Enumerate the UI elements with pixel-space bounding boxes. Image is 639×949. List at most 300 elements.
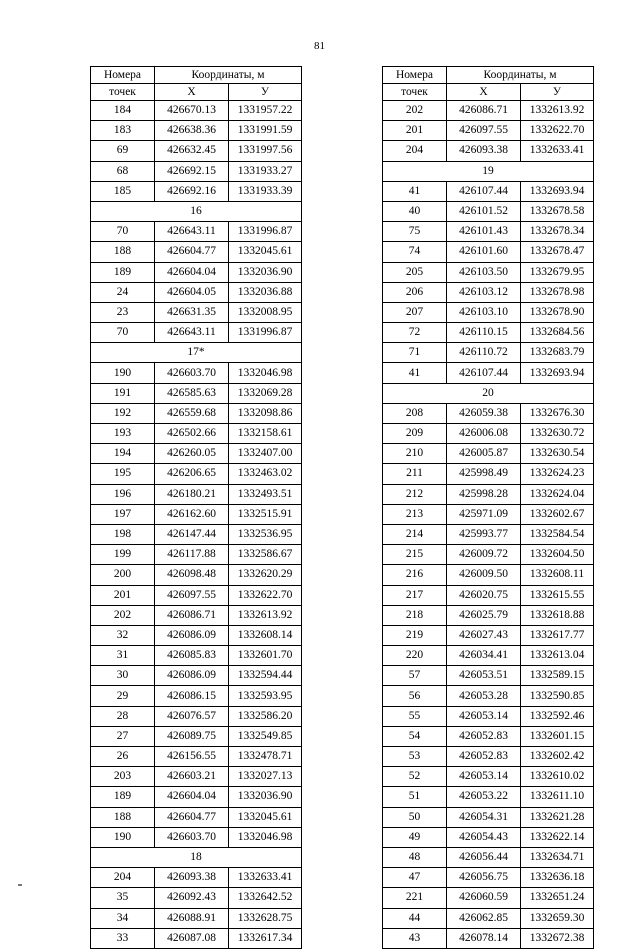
x-coordinate-cell: 426053.22: [447, 787, 521, 807]
table-row: [91, 302, 302, 322]
y-coordinate-cell: 1332586.67: [229, 545, 302, 565]
table-row: [91, 767, 302, 787]
point-number-cell: 72: [383, 323, 447, 343]
x-coordinate-cell: 426604.04: [155, 787, 229, 807]
y-coordinate-cell: 1331933.39: [229, 181, 302, 201]
y-coordinate-cell: 1332678.47: [521, 242, 594, 262]
table-row: [91, 585, 302, 605]
point-number-cell: 31: [91, 646, 155, 666]
y-coordinate-cell: 1332589.15: [521, 666, 594, 686]
x-coordinate-cell: 426156.55: [155, 747, 229, 767]
x-coordinate-cell: 426086.71: [155, 605, 229, 625]
point-number-cell: 33: [91, 928, 155, 948]
y-coordinate-cell: 1332602.67: [521, 504, 594, 524]
point-number-cell: 30: [91, 666, 155, 686]
x-coordinate-cell: 426101.52: [447, 201, 521, 221]
y-coordinate-cell: 1332098.86: [229, 403, 302, 423]
point-number-cell: 35: [91, 888, 155, 908]
point-number-cell: 193: [91, 424, 155, 444]
x-coordinate-cell: 426009.72: [447, 545, 521, 565]
table-row: [383, 868, 594, 888]
table-row: [383, 101, 594, 121]
y-coordinate-cell: 1331996.87: [229, 222, 302, 242]
x-coordinate-cell: 426632.45: [155, 141, 229, 161]
table-row: [383, 242, 594, 262]
x-coordinate-cell: 426101.60: [447, 242, 521, 262]
table-row: [383, 585, 594, 605]
y-coordinate-cell: 1332594.44: [229, 666, 302, 686]
table-row: [91, 686, 302, 706]
y-coordinate-cell: 1332536.95: [229, 524, 302, 544]
point-number-cell: 203: [91, 767, 155, 787]
table-row: [383, 686, 594, 706]
y-coordinate-cell: 1332613.92: [521, 101, 594, 121]
point-number-cell: 43: [383, 928, 447, 948]
x-coordinate-cell: 426162.60: [155, 504, 229, 524]
section-label: 19: [383, 161, 594, 181]
point-number-cell: 195: [91, 464, 155, 484]
y-coordinate-cell: 1331991.59: [229, 121, 302, 141]
y-coordinate-cell: 1332678.34: [521, 222, 594, 242]
table-row: [91, 807, 302, 827]
x-coordinate-cell: 426604.05: [155, 282, 229, 302]
point-number-cell: 188: [91, 807, 155, 827]
y-coordinate-cell: 1332407.00: [229, 444, 302, 464]
point-number-cell: 219: [383, 625, 447, 645]
y-coordinate-cell: 1332608.14: [229, 625, 302, 645]
table-row: [383, 646, 594, 666]
header-row: [91, 67, 302, 84]
point-number-cell: 32: [91, 625, 155, 645]
x-coordinate-cell: 426062.85: [447, 908, 521, 928]
point-number-cell: 57: [383, 666, 447, 686]
point-number-cell: 69: [91, 141, 155, 161]
y-coordinate-cell: 1332515.91: [229, 504, 302, 524]
point-number-cell: 197: [91, 504, 155, 524]
y-coordinate-cell: 1332593.95: [229, 686, 302, 706]
y-coordinate-cell: 1332046.98: [229, 363, 302, 383]
x-coordinate-cell: 426076.57: [155, 706, 229, 726]
y-coordinate-cell: 1332613.04: [521, 646, 594, 666]
point-number-cell: 185: [91, 181, 155, 201]
y-coordinate-cell: 1332659.30: [521, 908, 594, 928]
x-coordinate-cell: 426060.59: [447, 888, 521, 908]
point-number-cell: 47: [383, 868, 447, 888]
point-number-cell: 53: [383, 747, 447, 767]
point-number-cell: 217: [383, 585, 447, 605]
x-coordinate-cell: 426089.75: [155, 726, 229, 746]
x-coordinate-cell: 426107.44: [447, 181, 521, 201]
x-coordinate-cell: 426559.68: [155, 403, 229, 423]
x-coordinate-cell: 426052.83: [447, 726, 521, 746]
y-header: У: [521, 84, 594, 101]
point-number-cell: 70: [91, 323, 155, 343]
subheader-row: [91, 84, 302, 101]
y-coordinate-cell: 1332045.61: [229, 242, 302, 262]
x-coordinate-cell: 426103.12: [447, 282, 521, 302]
table-row: [383, 787, 594, 807]
y-coordinate-cell: 1332621.28: [521, 807, 594, 827]
y-coordinate-cell: 1332642.52: [229, 888, 302, 908]
x-coordinate-cell: 426260.05: [155, 444, 229, 464]
point-number-cell: 201: [91, 585, 155, 605]
table-row: [91, 524, 302, 544]
point-number-cell: 189: [91, 787, 155, 807]
point-number-cell: 50: [383, 807, 447, 827]
point-number-cell: 199: [91, 545, 155, 565]
point-number-cell: 200: [91, 565, 155, 585]
point-number-cell: 210: [383, 444, 447, 464]
table-row: [383, 403, 594, 423]
table-row: [91, 868, 302, 888]
table-row: [91, 666, 302, 686]
x-coordinate-cell: 426053.28: [447, 686, 521, 706]
table-row: [91, 282, 302, 302]
y-coordinate-cell: 1332622.70: [229, 585, 302, 605]
x-coordinate-cell: 426053.51: [447, 666, 521, 686]
table-row: [383, 706, 594, 726]
point-number-cell: 215: [383, 545, 447, 565]
x-coordinate-cell: 426085.83: [155, 646, 229, 666]
point-number-cell: 194: [91, 444, 155, 464]
point-number-cell: 26: [91, 747, 155, 767]
table-row: [383, 464, 594, 484]
x-coordinate-cell: 426603.70: [155, 827, 229, 847]
table-row: [91, 222, 302, 242]
x-coordinate-cell: 426078.14: [447, 928, 521, 948]
table-row: [383, 424, 594, 444]
table-row: [91, 827, 302, 847]
x-coordinate-cell: 426670.13: [155, 101, 229, 121]
x-coordinate-cell: 426054.31: [447, 807, 521, 827]
point-number-cell: 40: [383, 201, 447, 221]
table-row: [383, 847, 594, 867]
points-header-line2: точек: [383, 84, 447, 101]
table-row: [91, 121, 302, 141]
x-coordinate-cell: 426087.08: [155, 928, 229, 948]
y-coordinate-cell: 1332045.61: [229, 807, 302, 827]
x-coordinate-cell: 426604.77: [155, 807, 229, 827]
page-number: 81: [314, 40, 325, 52]
x-coordinate-cell: 426088.91: [155, 908, 229, 928]
point-number-cell: 49: [383, 827, 447, 847]
table-row: [91, 242, 302, 262]
x-coordinate-cell: 426117.88: [155, 545, 229, 565]
y-coordinate-cell: 1332463.02: [229, 464, 302, 484]
y-coordinate-cell: 1332622.70: [521, 121, 594, 141]
point-number-cell: 190: [91, 363, 155, 383]
x-coordinate-cell: 426093.38: [155, 868, 229, 888]
y-coordinate-cell: 1332651.24: [521, 888, 594, 908]
table-row: [383, 504, 594, 524]
x-coordinate-cell: 426103.50: [447, 262, 521, 282]
point-number-cell: 34: [91, 908, 155, 928]
section-row: [383, 161, 594, 181]
x-coordinate-cell: 426086.71: [447, 101, 521, 121]
y-coordinate-cell: 1332684.56: [521, 323, 594, 343]
x-coordinate-cell: 426110.15: [447, 323, 521, 343]
points-header-line1: Номера: [91, 67, 155, 84]
x-coordinate-cell: 426009.50: [447, 565, 521, 585]
y-coordinate-cell: 1332624.23: [521, 464, 594, 484]
coordinates-header: Координаты, м: [155, 67, 302, 84]
y-coordinate-cell: 1332604.50: [521, 545, 594, 565]
point-number-cell: 51: [383, 787, 447, 807]
section-row: [91, 847, 302, 867]
point-number-cell: 24: [91, 282, 155, 302]
section-label: 16: [91, 201, 302, 221]
section-row: [91, 343, 302, 363]
x-coordinate-cell: 426147.44: [155, 524, 229, 544]
table-row: [91, 444, 302, 464]
table-row: [91, 101, 302, 121]
y-coordinate-cell: 1332493.51: [229, 484, 302, 504]
point-number-cell: 74: [383, 242, 447, 262]
table-row: [91, 363, 302, 383]
point-number-cell: 184: [91, 101, 155, 121]
table-row: [91, 181, 302, 201]
x-coordinate-cell: 426053.14: [447, 767, 521, 787]
y-coordinate-cell: 1332633.41: [521, 141, 594, 161]
table-row: [383, 545, 594, 565]
point-number-cell: 213: [383, 504, 447, 524]
x-coordinate-cell: 426103.10: [447, 302, 521, 322]
x-coordinate-cell: 426025.79: [447, 605, 521, 625]
point-number-cell: 41: [383, 363, 447, 383]
x-coordinate-cell: 426643.11: [155, 222, 229, 242]
table-row: [383, 666, 594, 686]
table-row: [91, 908, 302, 928]
coordinates-table-right: [382, 66, 594, 949]
y-coordinate-cell: 1332601.70: [229, 646, 302, 666]
points-header-line1: Номера: [383, 67, 447, 84]
y-coordinate-cell: 1332611.10: [521, 787, 594, 807]
table-body: [383, 101, 594, 949]
y-coordinate-cell: 1332620.29: [229, 565, 302, 585]
table-row: [383, 262, 594, 282]
x-coordinate-cell: 426643.11: [155, 323, 229, 343]
table-row: [383, 767, 594, 787]
x-coordinate-cell: 426006.08: [447, 424, 521, 444]
x-coordinate-cell: 425998.28: [447, 484, 521, 504]
table-row: [91, 383, 302, 403]
table-row: [383, 605, 594, 625]
table-row: [91, 726, 302, 746]
point-number-cell: 216: [383, 565, 447, 585]
y-coordinate-cell: 1332158.61: [229, 424, 302, 444]
x-coordinate-cell: 426101.43: [447, 222, 521, 242]
y-coordinate-cell: 1332610.02: [521, 767, 594, 787]
point-number-cell: 192: [91, 403, 155, 423]
point-number-cell: 198: [91, 524, 155, 544]
x-coordinate-cell: 426056.75: [447, 868, 521, 888]
y-coordinate-cell: 1332634.71: [521, 847, 594, 867]
y-coordinate-cell: 1332633.41: [229, 868, 302, 888]
subheader-row: [383, 84, 594, 101]
x-coordinate-cell: 426206.65: [155, 464, 229, 484]
point-number-cell: 206: [383, 282, 447, 302]
y-coordinate-cell: 1331933.27: [229, 161, 302, 181]
table-row: [91, 928, 302, 948]
table-row: [91, 747, 302, 767]
x-coordinate-cell: 426107.44: [447, 363, 521, 383]
x-coordinate-cell: 426086.09: [155, 625, 229, 645]
y-header: У: [229, 84, 302, 101]
point-number-cell: 188: [91, 242, 155, 262]
y-coordinate-cell: 1332693.94: [521, 363, 594, 383]
x-coordinate-cell: 425993.77: [447, 524, 521, 544]
table-row: [91, 141, 302, 161]
section-row: [383, 383, 594, 403]
y-coordinate-cell: 1332584.54: [521, 524, 594, 544]
x-coordinate-cell: 426097.55: [155, 585, 229, 605]
y-coordinate-cell: 1332036.88: [229, 282, 302, 302]
scan-mark: [18, 884, 22, 886]
x-coordinate-cell: 426027.43: [447, 625, 521, 645]
y-coordinate-cell: 1331996.87: [229, 323, 302, 343]
x-coordinate-cell: 426034.41: [447, 646, 521, 666]
point-number-cell: 202: [383, 101, 447, 121]
point-number-cell: 70: [91, 222, 155, 242]
y-coordinate-cell: 1332549.85: [229, 726, 302, 746]
table-body: [91, 101, 302, 949]
point-number-cell: 204: [383, 141, 447, 161]
point-number-cell: 202: [91, 605, 155, 625]
y-coordinate-cell: 1332636.18: [521, 868, 594, 888]
point-number-cell: 71: [383, 343, 447, 363]
table-row: [91, 424, 302, 444]
x-coordinate-cell: 426086.09: [155, 666, 229, 686]
point-number-cell: 190: [91, 827, 155, 847]
point-number-cell: 23: [91, 302, 155, 322]
y-coordinate-cell: 1332586.20: [229, 706, 302, 726]
points-header-line2: точек: [91, 84, 155, 101]
x-coordinate-cell: 426059.38: [447, 403, 521, 423]
y-coordinate-cell: 1332622.14: [521, 827, 594, 847]
table-row: [383, 807, 594, 827]
table-row: [91, 161, 302, 181]
table-row: [383, 222, 594, 242]
x-coordinate-cell: 426692.15: [155, 161, 229, 181]
x-coordinate-cell: 426604.04: [155, 262, 229, 282]
y-coordinate-cell: 1332617.77: [521, 625, 594, 645]
x-coordinate-cell: 426052.83: [447, 747, 521, 767]
coordinates-table-left: [90, 66, 302, 949]
y-coordinate-cell: 1332615.55: [521, 585, 594, 605]
table-row: [383, 444, 594, 464]
point-number-cell: 196: [91, 484, 155, 504]
x-coordinate-cell: 426086.15: [155, 686, 229, 706]
x-coordinate-cell: 426093.38: [447, 141, 521, 161]
y-coordinate-cell: 1332678.98: [521, 282, 594, 302]
section-label: 20: [383, 383, 594, 403]
y-coordinate-cell: 1332683.79: [521, 343, 594, 363]
table-row: [91, 262, 302, 282]
point-number-cell: 220: [383, 646, 447, 666]
y-coordinate-cell: 1331957.22: [229, 101, 302, 121]
coordinates-header: Координаты, м: [447, 67, 594, 84]
point-number-cell: 209: [383, 424, 447, 444]
point-number-cell: 75: [383, 222, 447, 242]
table-row: [383, 181, 594, 201]
point-number-cell: 218: [383, 605, 447, 625]
x-coordinate-cell: 426005.87: [447, 444, 521, 464]
y-coordinate-cell: 1332608.11: [521, 565, 594, 585]
header-row: [383, 67, 594, 84]
y-coordinate-cell: 1332046.98: [229, 827, 302, 847]
point-number-cell: 207: [383, 302, 447, 322]
table-row: [383, 565, 594, 585]
x-coordinate-cell: 426603.70: [155, 363, 229, 383]
point-number-cell: 208: [383, 403, 447, 423]
table-row: [383, 908, 594, 928]
table-row: [91, 565, 302, 585]
table-row: [383, 524, 594, 544]
table-row: [91, 504, 302, 524]
x-coordinate-cell: 426180.21: [155, 484, 229, 504]
point-number-cell: 191: [91, 383, 155, 403]
table-row: [383, 827, 594, 847]
y-coordinate-cell: 1332602.42: [521, 747, 594, 767]
point-number-cell: 221: [383, 888, 447, 908]
table-row: [91, 646, 302, 666]
y-coordinate-cell: 1332036.90: [229, 787, 302, 807]
section-row: [91, 201, 302, 221]
y-coordinate-cell: 1332027.13: [229, 767, 302, 787]
x-coordinate-cell: 426092.43: [155, 888, 229, 908]
point-number-cell: 201: [383, 121, 447, 141]
point-number-cell: 27: [91, 726, 155, 746]
x-coordinate-cell: 426638.36: [155, 121, 229, 141]
x-coordinate-cell: 425971.09: [447, 504, 521, 524]
point-number-cell: 205: [383, 262, 447, 282]
table-row: [383, 747, 594, 767]
x-coordinate-cell: 426020.75: [447, 585, 521, 605]
point-number-cell: 68: [91, 161, 155, 181]
y-coordinate-cell: 1332678.58: [521, 201, 594, 221]
section-label: 18: [91, 847, 302, 867]
table-row: [91, 605, 302, 625]
table-row: [383, 201, 594, 221]
x-coordinate-cell: 426631.35: [155, 302, 229, 322]
y-coordinate-cell: 1332676.30: [521, 403, 594, 423]
point-number-cell: 52: [383, 767, 447, 787]
point-number-cell: 29: [91, 686, 155, 706]
y-coordinate-cell: 1332592.46: [521, 706, 594, 726]
table-row: [91, 706, 302, 726]
table-row: [91, 545, 302, 565]
y-coordinate-cell: 1332624.04: [521, 484, 594, 504]
point-number-cell: 211: [383, 464, 447, 484]
x-coordinate-cell: 426097.55: [447, 121, 521, 141]
x-header: Х: [155, 84, 229, 101]
table-row: [91, 484, 302, 504]
point-number-cell: 55: [383, 706, 447, 726]
point-number-cell: 48: [383, 847, 447, 867]
y-coordinate-cell: 1332036.90: [229, 262, 302, 282]
point-number-cell: 54: [383, 726, 447, 746]
x-coordinate-cell: 426054.43: [447, 827, 521, 847]
y-coordinate-cell: 1332628.75: [229, 908, 302, 928]
point-number-cell: 41: [383, 181, 447, 201]
y-coordinate-cell: 1332678.90: [521, 302, 594, 322]
point-number-cell: 204: [91, 868, 155, 888]
table-row: [91, 625, 302, 645]
table-row: [383, 625, 594, 645]
table-row: [383, 323, 594, 343]
table-row: [383, 282, 594, 302]
point-number-cell: 44: [383, 908, 447, 928]
